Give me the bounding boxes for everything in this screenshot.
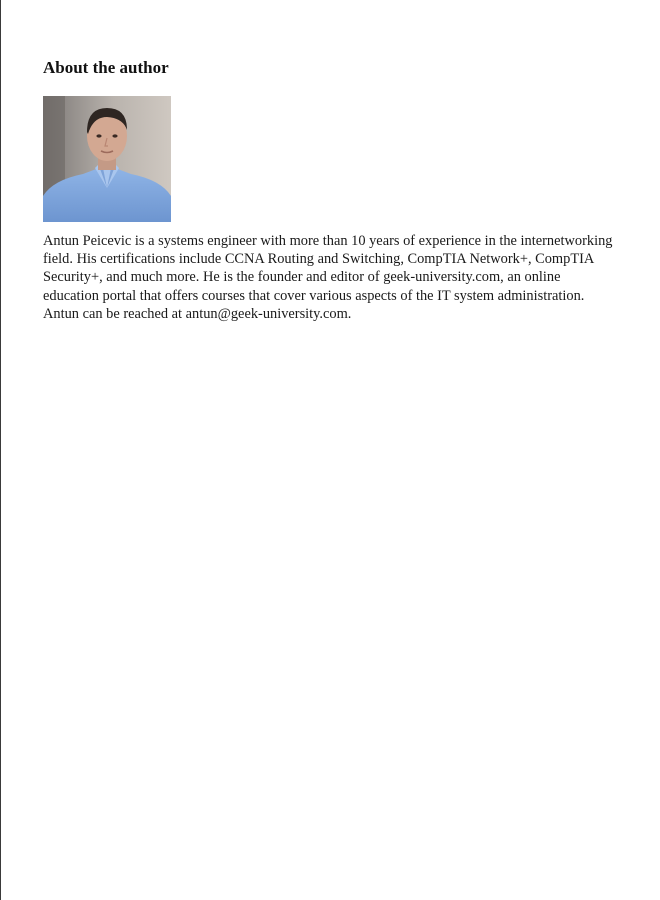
author-bio: Antun Peicevic is a systems engineer with more than 10 years of experience in the internetworking field. His certifications include CCNA Routing and Switching, CompTIA Network+, CompTIA Security+, and much more. He is the founder and editor of geek-university.com, an online education portal that offers courses that cover various aspects of the IT system administration. Antun can be reached at antun@geek-university.com.	[43, 233, 613, 322]
section-heading: About the author	[43, 58, 169, 77]
author-photo	[43, 96, 171, 222]
about-author-section	[43, 56, 619, 323]
